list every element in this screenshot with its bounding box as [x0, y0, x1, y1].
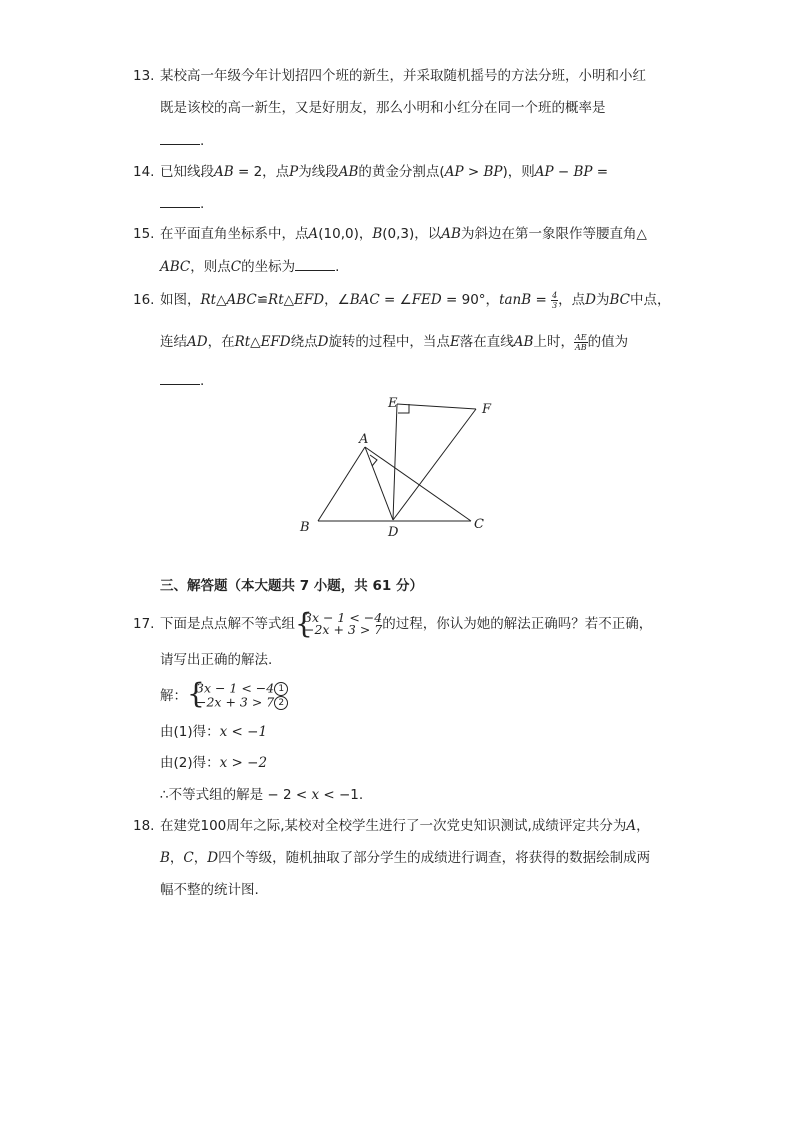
- q14-line1: 已知线段AB = 2，点P为线段AB的黄金分割点(AP > BP)，则AP − BP =: [160, 164, 609, 180]
- q16-number: 16.: [133, 292, 155, 308]
- q17-line1: 下面是点点解不等式组 { 3x − 1 < −4 −2x + 3 > 7 的过程，你认为她的解法正确吗？若不正确，: [160, 607, 653, 640]
- q13-line1: 某校高一年级今年计划招四个班的新生，并采取随机摇号的方法分班，小明和小红: [160, 68, 646, 84]
- label-d: D: [388, 525, 399, 540]
- q17-step1: 由(1)得：x < −1: [160, 724, 268, 740]
- q17-solution-system: 解： { 3x − 1 < −4 1 −2x + 3 > 7 2: [160, 676, 288, 716]
- q17-number: 17.: [133, 616, 155, 632]
- answer-blank[interactable]: [160, 193, 200, 208]
- q17-step3: ∴不等式组的解是 − 2 < x < −1.: [160, 787, 364, 803]
- q18-line1: 在建党100周年之际,某校对全校学生进行了一次党史知识测试,成绩评定共分为A，: [160, 818, 650, 834]
- label-e: E: [388, 396, 398, 411]
- segment-ab: [318, 447, 365, 521]
- label-c: C: [474, 517, 484, 532]
- inequality-system: { 3x − 1 < −4 −2x + 3 > 7: [295, 607, 383, 640]
- q13-number: 13.: [133, 68, 155, 84]
- segment-ed: [393, 404, 397, 520]
- answer-blank[interactable]: [160, 130, 200, 145]
- circled-number-2: 2: [274, 696, 288, 710]
- geometry-figure: [290, 390, 510, 540]
- label-f: F: [482, 402, 492, 417]
- label-b: B: [300, 520, 310, 535]
- circled-number-1: 1: [274, 682, 288, 696]
- fraction-4-3: $\frac{4}{3}$: [552, 290, 558, 310]
- q18-line2: B，C，D四个等级，随机抽取了部分学生的成绩进行调查，将获得的数据绘制成两: [160, 850, 651, 866]
- q15-line2: ABC，则点C的坐标为 .: [160, 256, 339, 277]
- right-angle-mark-e: [398, 404, 409, 413]
- segment-fd: [393, 409, 476, 520]
- label-a: A: [359, 432, 369, 447]
- right-angle-mark-a: [370, 455, 377, 466]
- segment-ad: [365, 447, 393, 520]
- fraction-ae-ab: $\frac{AE}{AB}$: [574, 332, 587, 352]
- q16-answer-line: .: [160, 370, 204, 391]
- q15-line1: 在平面直角坐标系中，点A(10,0)，B(0,3)，以AB为斜边在第一象限作等腰直角△: [160, 226, 647, 242]
- section-title: 三、解答题（本大题共 7 小题，共 61 分）: [160, 578, 423, 594]
- q16-line2: 连结AD，在Rt△EFD绕点D旋转的过程中，当点E落在直线AB上时， $\frac{AE}{AB}$ 的值为: [160, 332, 629, 352]
- answer-blank[interactable]: [295, 256, 335, 271]
- q15-number: 15.: [133, 226, 155, 242]
- q13-line2: 既是该校的高一新生，又是好朋友，那么小明和小红分在同一个班的概率是: [160, 100, 606, 116]
- answer-blank[interactable]: [160, 370, 200, 385]
- q14-number: 14.: [133, 164, 155, 180]
- q14-answer-line: .: [160, 193, 204, 214]
- q18-line3: 幅不整的统计图.: [160, 882, 259, 898]
- segment-ac: [365, 447, 471, 521]
- q17-step2: 由(2)得：x > −2: [160, 755, 268, 771]
- q17-line2: 请写出正确的解法.: [160, 652, 273, 668]
- q16-line1: 如图，Rt△ABC≌Rt△EFD，∠BAC = ∠FED = 90°，tanB = $\frac{4}{3}$ ，点D为BC中点，: [160, 290, 671, 310]
- q18-number: 18.: [133, 818, 155, 834]
- q13-answer-line: .: [160, 130, 204, 151]
